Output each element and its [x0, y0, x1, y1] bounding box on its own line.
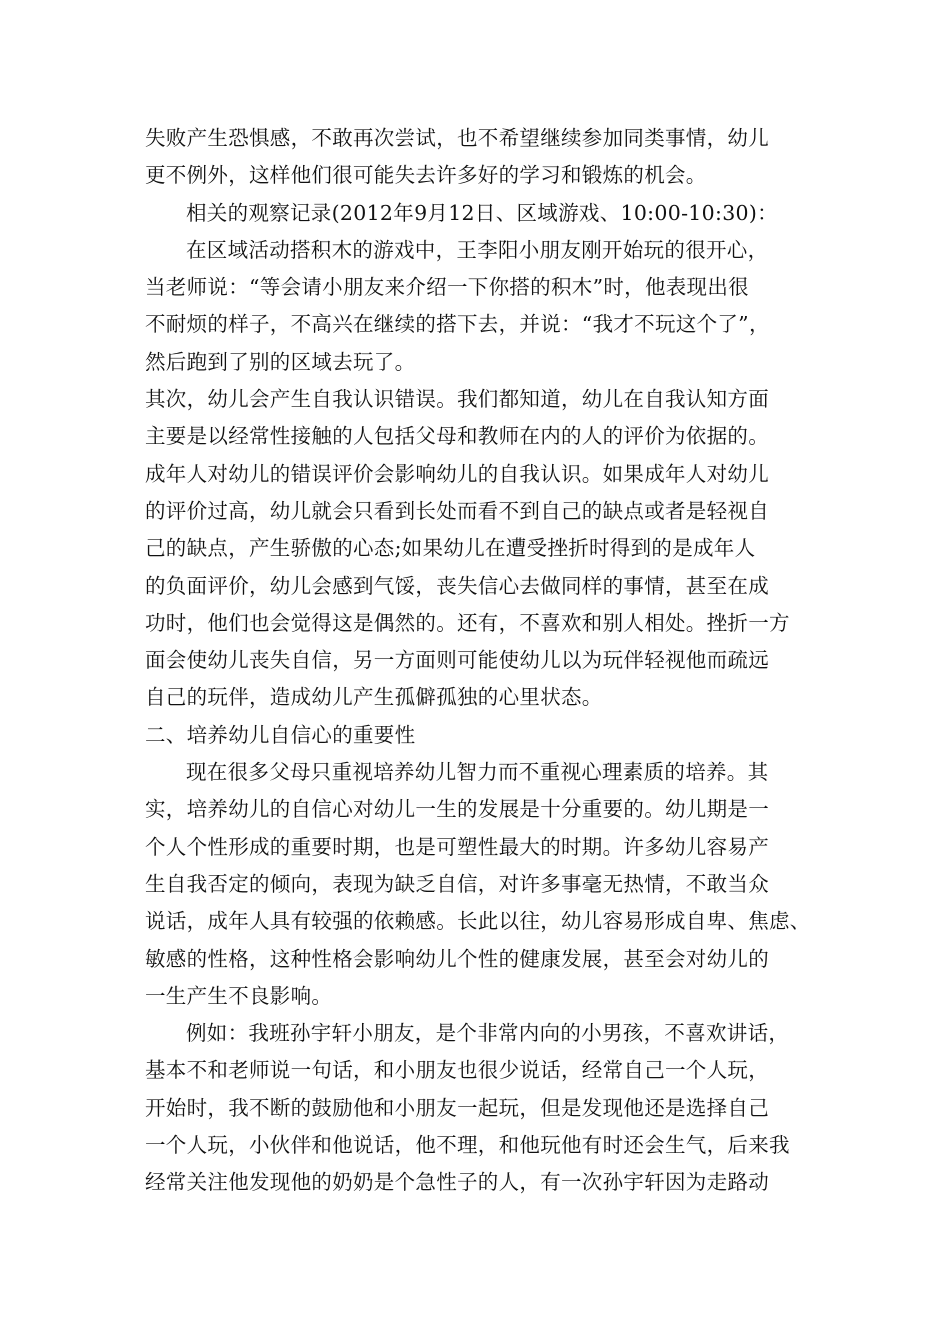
text-line: 现在很多父母只重视培养幼儿智力而不重视心理素质的培养。其 [186, 760, 769, 785]
text-line: 功时，他们也会觉得这是偶然的。还有，不喜欢和别人相处。挫折一方 [145, 610, 790, 635]
text-line: 更不例外，这样他们很可能失去许多好的学习和锻炼的机会。 [145, 163, 707, 188]
paragraph [145, 195, 815, 232]
paragraph [145, 381, 815, 717]
text-line: 然后跑到了别的区域去玩了。 [145, 349, 416, 374]
text-line: 的评价过高，幼儿就会只看到长处而看不到自己的缺点或者是轻视自 [145, 498, 769, 523]
text-line: 敏感的性格，这种性格会影响幼儿个性的健康发展，甚至会对幼儿的 [145, 946, 769, 971]
text-line: 己的缺点，产生骄傲的心态;如果幼儿在遭受挫折时得到的是成年人 [145, 536, 756, 561]
text-line: 在区域活动搭积木的游戏中，王李阳小朋友刚开始玩的很开心， [186, 237, 769, 262]
text-line: 成年人对幼儿的错误评价会影响幼儿的自我认识。如果成年人对幼儿 [145, 461, 769, 486]
text-line: 生自我否定的倾向，表现为缺乏自信，对许多事毫无热情，不敢当众 [145, 871, 769, 896]
text-line: 不耐烦的样子，不高兴在继续的搭下去，并说：“我才不玩这个了”， [145, 312, 770, 337]
text-line: 一个人玩，小伙伴和他说话，他不理，和他玩他有时还会生气，后来我 [145, 1133, 790, 1158]
text-line: 实，培养幼儿的自信心对幼儿一生的发展是十分重要的。幼儿期是一 [145, 797, 769, 822]
text-line: 当老师说：“等会请小朋友来介绍一下你搭的积木”时，他表现出很 [145, 275, 749, 300]
paragraph [145, 1015, 815, 1201]
text-line: 个人个性形成的重要时期，也是可塑性最大的时期。许多幼儿容易产 [145, 834, 769, 859]
paragraph [145, 754, 815, 1015]
text-line: 其次，幼儿会产生自我认识错误。我们都知道，幼儿在自我认知方面 [145, 387, 769, 412]
text-line: 一生产生不良影响。 [145, 983, 333, 1008]
paragraph [145, 232, 815, 381]
paragraph [145, 120, 815, 195]
text-line: 主要是以经常性接触的人包括父母和教师在内的人的评价为依据的。 [145, 424, 769, 449]
text-line: 二、培养幼儿自信心的重要性 [145, 722, 416, 747]
text-line: 自己的玩伴，造成幼儿产生孤僻孤独的心里状态。 [145, 685, 603, 710]
paragraph [145, 717, 815, 754]
text-line: 面会使幼儿丧失自信，另一方面则可能使幼儿以为玩伴轻视他而疏远 [145, 648, 769, 673]
text-line: 经常关注他发现他的奶奶是个急性子的人，有一次孙宇轩因为走路动 [145, 1170, 769, 1195]
text-line: 基本不和老师说一句话，和小朋友也很少说话，经常自己一个人玩， [145, 1058, 769, 1083]
text-line: 失败产生恐惧感，不敢再次尝试，也不希望继续参加同类事情，幼儿 [145, 126, 769, 150]
text-line: 开始时，我不断的鼓励他和小朋友一起玩，但是发现他还是选择自己 [145, 1095, 769, 1120]
text-line: 相关的观察记录(2012年9月12日、区域游戏、10:00-10:30)： [186, 200, 778, 225]
document-body [145, 120, 815, 1202]
text-line: 说话，成年人具有较强的依赖感。长此以往，幼儿容易形成自卑、焦虑、 [145, 909, 811, 934]
text-line: 例如：我班孙宇轩小朋友，是个非常内向的小男孩，不喜欢讲话， [186, 1021, 790, 1046]
text-line: 的负面评价，幼儿会感到气馁，丧失信心去做同样的事情，甚至在成 [145, 573, 769, 598]
